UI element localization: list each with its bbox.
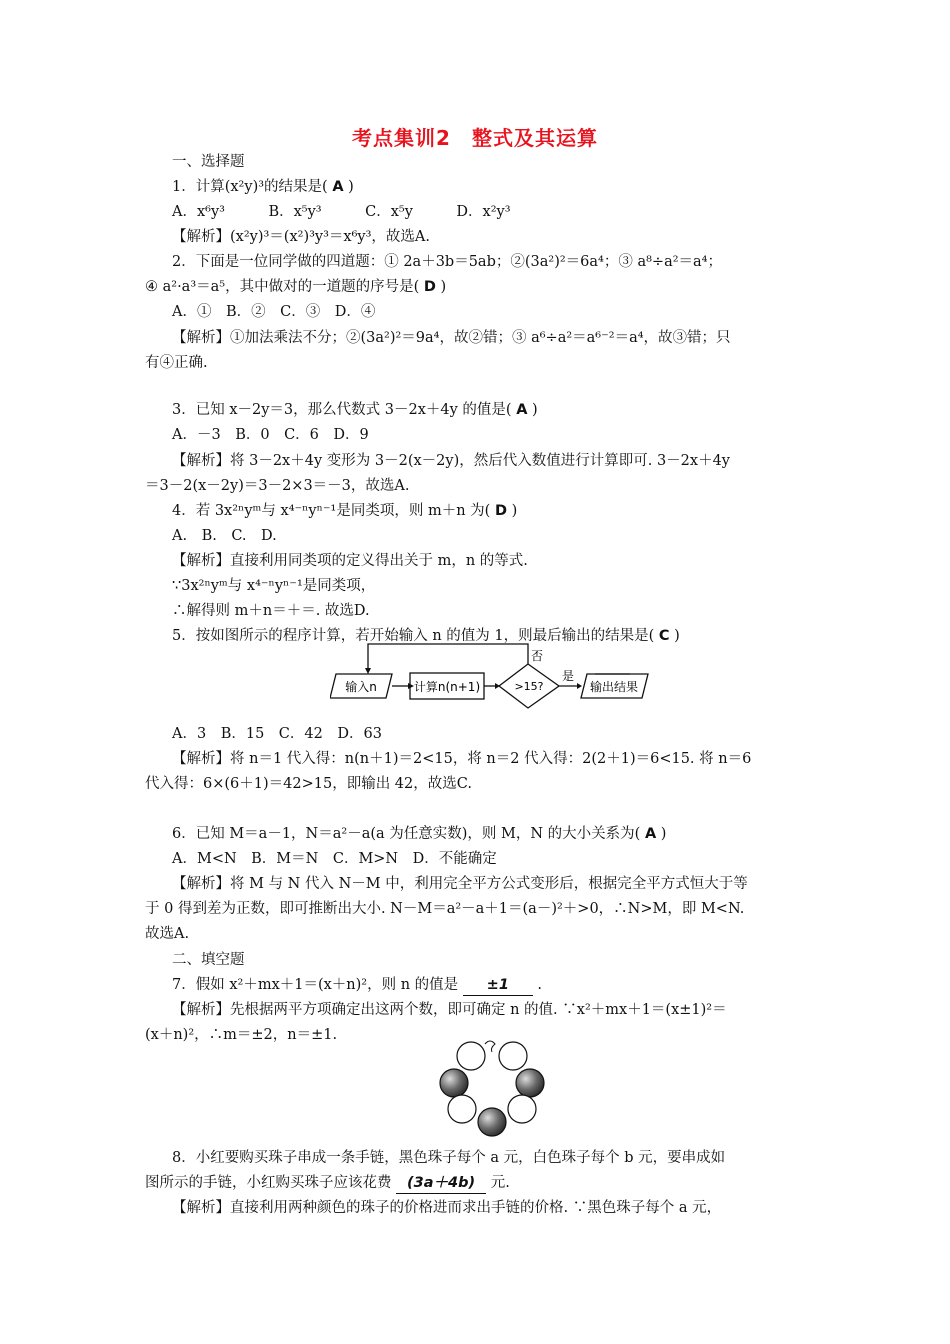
question-4-analysis-line2: ∵3x²ⁿyᵐ与 x⁴⁻ⁿyⁿ⁻¹是同类项， (172, 578, 376, 594)
white-bead (508, 1095, 536, 1123)
question-1-stem (172, 177, 354, 197)
question-3-analysis-line2: ＝3－2(x－2y)＝3－2×3＝－3，故选A. (145, 478, 410, 494)
question-4-stem (172, 501, 517, 521)
answer-blank: (3a＋4b) (396, 1173, 486, 1194)
question-text: 6．已知 M＝a－1，N＝a²－a(a 为任意实数)，则 M，N 的大小关系为( (172, 826, 641, 842)
answer-label: A (332, 179, 344, 195)
question-2-stem-line1: 2．下面是一位同学做的四道题：① 2a＋3b＝5ab；②(3a²)²＝6a⁴；③ a⁸÷a²＝a⁴； (172, 254, 722, 270)
answer-blank: ±1 (463, 975, 533, 996)
question-5-analysis-line1: 【解析】将 n＝1 代入得：n(n＋1)＝2<15，将 n＝2 代入得：2(2＋1)＝6<15. 将 n＝6 (172, 751, 752, 767)
paren-close: ) (532, 402, 538, 418)
flow-output-label: 输出结果 (589, 680, 639, 694)
black-bead (478, 1108, 506, 1136)
flow-no-label: 否 (531, 649, 544, 663)
question-1-analysis: 【解析】(x²y)³＝(x²)³y³＝x⁶y³，故选A. (172, 229, 431, 245)
white-bead (457, 1042, 485, 1070)
question-7-stem (172, 975, 542, 996)
answer-label: D (423, 279, 436, 295)
question-text: 图所示的手链，小红购买珠子应该花费 (145, 1175, 392, 1191)
flow-compute-label: 计算n(n+1) (413, 680, 481, 694)
question-4-analysis-line1: 【解析】直接利用同类项的定义得出关于 m，n 的等式. (172, 553, 528, 569)
question-6-analysis-line3: 故选A. (145, 926, 190, 942)
question-5-options: A．3 B．15 C．42 D．63 (172, 726, 382, 742)
question-text: ④ a²·a³＝a⁵，其中做对的一道题的序号是( (145, 279, 420, 295)
paren-close: ) (511, 503, 518, 519)
paren-close: ) (674, 628, 680, 644)
flow-input-label: 输入n (345, 680, 377, 694)
flow-condition-label: >15? (514, 680, 544, 693)
question-2-options: A．① B．② C．③ D．④ (172, 304, 376, 320)
section-heading-fill: 二、填空题 (172, 952, 245, 968)
question-7-analysis-line2: (x＋n)²，∴m＝±2，n＝±1. (145, 1027, 338, 1043)
black-bead (440, 1069, 468, 1097)
question-text: 4．若 3x²ⁿyᵐ与 x⁴⁻ⁿyⁿ⁻¹是同类项，则 m＋n 为( (172, 503, 491, 519)
question-6-analysis-line1: 【解析】将 M 与 N 代入 N－M 中，利用完全平方公式变形后，根据完全平方式恒大于等 (172, 876, 748, 892)
answer-label: C (658, 628, 670, 644)
question-5-analysis-line2: 代入得：6×(6＋1)＝42>15，即输出 42，故选C. (145, 776, 472, 792)
question-text: 5．按如图所示的程序计算，若开始输入 n 的值为 1，则最后输出的结果是( (172, 628, 655, 644)
question-8-analysis-line1: 【解析】直接利用两种颜色的珠子的价格进而求出手链的价格. ∵黑色珠子每个 a 元， (172, 1200, 722, 1216)
question-2-analysis-line1: 【解析】①加法乘法不分；②(3a²)²＝9a⁴，故②错；③ a⁶÷a²＝a⁶⁻²＝a⁴，故③错；只 (172, 330, 731, 346)
question-text: 7．假如 x²＋mx＋1＝(x＋n)²，则 n 的值是 (172, 977, 459, 993)
question-4-options: A. B. C. D. (172, 528, 277, 544)
question-end: . (537, 977, 543, 993)
bracelet-figure (435, 1040, 550, 1140)
question-8-stem-line2 (145, 1173, 510, 1194)
paren-close: ) (440, 279, 447, 295)
question-4-analysis-line3: ∴解得则 m＋n＝＋＝. 故选D. (172, 603, 370, 619)
question-6-analysis-line2: 于 0 得到差为正数，即可推断出大小. N－M＝a²－a＋1＝(a－)²＋>0，∴N>M，即 M<N. (145, 901, 745, 917)
question-6-options: A．M<N B．M＝N C．M>N D．不能确定 (172, 851, 497, 867)
white-bead (448, 1095, 476, 1123)
page-title: 考点集训2 整式及其运算 (352, 126, 598, 150)
question-text: 1．计算(x²y)³的结果是( (172, 179, 328, 195)
paren-close: ) (348, 179, 354, 195)
paren-close: ) (660, 826, 667, 842)
section-heading-choice: 一、选择题 (172, 154, 245, 170)
question-3-options: A．－3 B．0 C．6 D．9 (172, 427, 369, 443)
question-7-analysis-line1: 【解析】先根据两平方项确定出这两个数，即可确定 n 的值. ∵x²＋mx＋1＝(x±1)²＝ (172, 1002, 727, 1018)
question-text: 3．已知 x－2y＝3，那么代数式 3－2x＋4y 的值是( (172, 402, 512, 418)
question-2-analysis-line2: 有④正确. (145, 355, 208, 371)
question-8-stem-line1: 8．小红要购买珠子串成一条手链，黑色珠子每个 a 元，白色珠子每个 b 元，要串成如 (172, 1150, 726, 1166)
question-1-options: A．x⁶y³ B．x⁵y³ C．x⁵y D．x²y³ (172, 204, 511, 220)
answer-label: A (516, 402, 528, 418)
answer-label: A (644, 826, 657, 842)
black-bead (516, 1069, 544, 1097)
white-bead (499, 1042, 527, 1070)
flow-yes-label: 是 (562, 669, 575, 683)
question-end: 元. (490, 1175, 510, 1191)
question-3-stem (172, 400, 538, 420)
answer-label: D (494, 503, 507, 519)
program-flowchart (330, 640, 670, 710)
question-6-stem (172, 824, 666, 844)
question-2-stem-line2 (145, 277, 446, 297)
question-3-analysis-line1: 【解析】将 3－2x＋4y 变形为 3－2(x－2y)，然后代入数值进行计算即可. 3－2x＋4y (172, 453, 730, 469)
